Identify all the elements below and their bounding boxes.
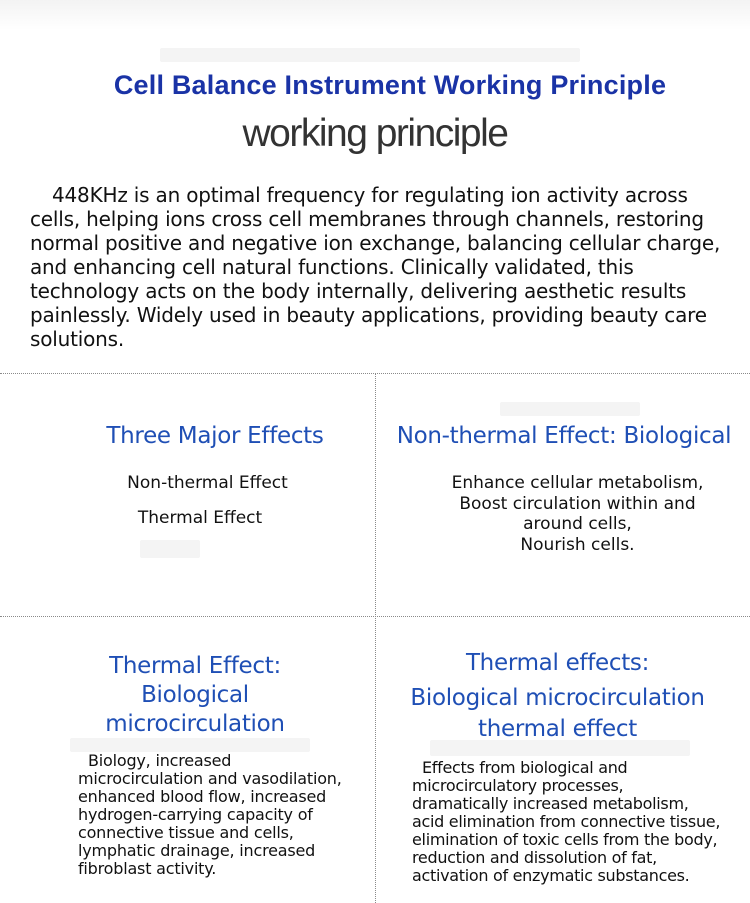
effect-item: Thermal Effect [137,508,263,528]
heading-line: Biological [141,682,249,708]
thermal-effects-heading [385,648,730,745]
effect-item: Non-thermal Effect [127,473,288,493]
non-thermal-effect-heading: Non-thermal Effect: Biological [396,423,732,449]
description-line: around cells, [523,514,632,534]
heading-line: Thermal effects: [465,650,650,676]
description-line: elimination of toxic cells from the body, [412,830,718,849]
page-title: Cell Balance Instrument Working Principle [113,70,667,100]
description-line: Effects from biological and [422,758,628,777]
description-line: acid elimination from connective tissue, [412,812,721,831]
page-subtitle: working principle [242,112,508,155]
description-line: fibroblast activity. [78,859,217,878]
heading-line: Biological microcirculation [410,685,705,711]
description-line: lymphatic drainage, increased [78,841,316,860]
thermal-effect-heading [40,652,350,739]
grid-divider-vertical [375,373,376,903]
heading-line: thermal effect [478,716,637,742]
description-line: connective tissue and cells, [78,823,294,842]
intro-paragraph: 448KHz is an optimal frequency for regulating ion activity across cells, helping ions cross cell membranes through channels, restoring normal positive and negative ion exchange, balancing cellular charge, and enhancing cell natural functions. Clinically validated, this technology acts on the body internally, delivering aesthetic results painlessly. Widely used in beauty applications, providing beauty care solutions. [30,183,721,351]
description-line: Biology, increased [88,751,232,770]
non-thermal-description [430,473,725,555]
description-line: activation of enzymatic substances. [412,866,690,885]
heading-line: Thermal Effect: [109,653,281,679]
faint-background-text [160,48,580,62]
three-major-effects-heading: Three Major Effects [106,423,324,449]
top-gradient-band [0,0,750,30]
faint-background-text [70,738,310,752]
description-line: enhanced blood flow, increased [78,787,327,806]
faint-background-text [140,540,200,558]
description-line: microcirculatory processes, [412,776,624,795]
faint-background-text [500,402,640,416]
heading-line: microcirculation [105,711,285,737]
description-line: dramatically increased metabolism, [412,794,689,813]
thermal-effects-description [412,759,742,885]
description-line: Enhance cellular metabolism, [451,473,704,493]
description-line: Boost circulation within and [459,493,696,514]
description-line: Nourish cells. [520,534,635,555]
description-line: reduction and dissolution of fat, [412,848,657,867]
description-line: microcirculation and vasodilation, [78,769,342,788]
description-line: hydrogen-carrying capacity of [78,805,313,824]
thermal-effect-description [78,752,358,878]
